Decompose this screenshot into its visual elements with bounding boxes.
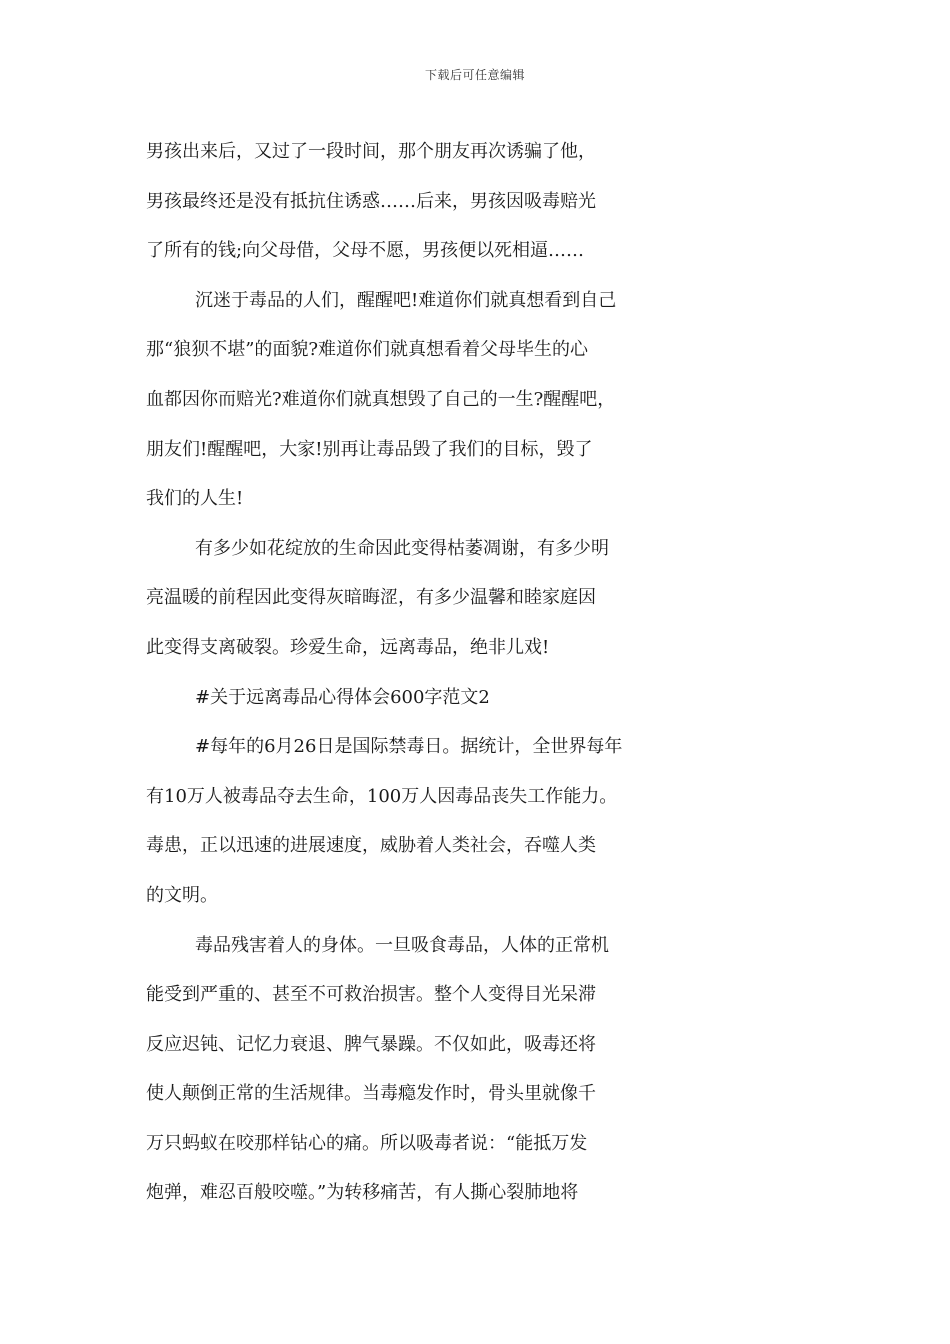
text-line: 炮弹，难忍百般咬噬。”为转移痛苦，有人撕心裂肺地将 (146, 1182, 579, 1204)
document-body (146, 127, 810, 1218)
text-line: 的文明。 (146, 884, 218, 906)
text-line: 有多少如花绽放的生命因此变得枯萎凋谢，有多少明 (195, 537, 609, 559)
text-line: 男孩最终还是没有抵抗住诱惑……后来，男孩因吸毒赔光 (146, 190, 596, 212)
section-heading: #关于远离毒品心得体会600字范文2 (195, 686, 490, 708)
text-line: 万只蚂蚁在咬那样钻心的痛。所以吸毒者说：“能抵万发 (146, 1132, 588, 1154)
text-line: 使人颠倒正常的生活规律。当毒瘾发作时，骨头里就像千 (146, 1083, 596, 1105)
text-line: 有10万人被毒品夺去生命，100万人因毒品丧失工作能力。 (146, 785, 618, 807)
text-line: 沉迷于毒品的人们，醒醒吧!难道你们就真想看到自己 (195, 289, 617, 311)
text-line: 男孩出来后，又过了一段时间，那个朋友再次诱骗了他， (146, 141, 596, 162)
text-line: 能受到严重的、甚至不可救治损害。整个人变得目光呆滞 (146, 984, 596, 1006)
text-line: 亮温暖的前程因此变得灰暗晦涩，有多少温馨和睦家庭因 (146, 587, 596, 609)
text-line: 那“狼狈不堪”的面貌?难道你们就真想看着父母毕生的心 (146, 339, 589, 361)
text-line: 毒品残害着人的身体。一旦吸食毒品，人体的正常机 (195, 934, 609, 956)
text-line: 此变得支离破裂。珍爱生命，远离毒品，绝非儿戏! (146, 636, 550, 658)
text-line: 血都因你而赔光?难道你们就真想毁了自己的一生?醒醒吧， (146, 388, 616, 410)
text-line: 反应迟钝、记忆力衰退、脾气暴躁。不仅如此，吸毒还将 (146, 1033, 596, 1055)
text-line: 毒患，正以迅速的进展速度，威胁着人类社会，吞噬人类 (146, 835, 596, 857)
text-line: 了所有的钱;向父母借，父母不愿，男孩便以死相逼…… (146, 240, 585, 262)
page-header: 下载后可任意编辑 (424, 68, 525, 82)
text-line: 我们的人生! (146, 488, 244, 510)
text-line: #每年的6月26日是国际禁毒日。据统计，全世界每年 (195, 736, 623, 758)
text-line: 朋友们!醒醒吧，大家!别再让毒品毁了我们的目标，毁了 (146, 438, 593, 460)
